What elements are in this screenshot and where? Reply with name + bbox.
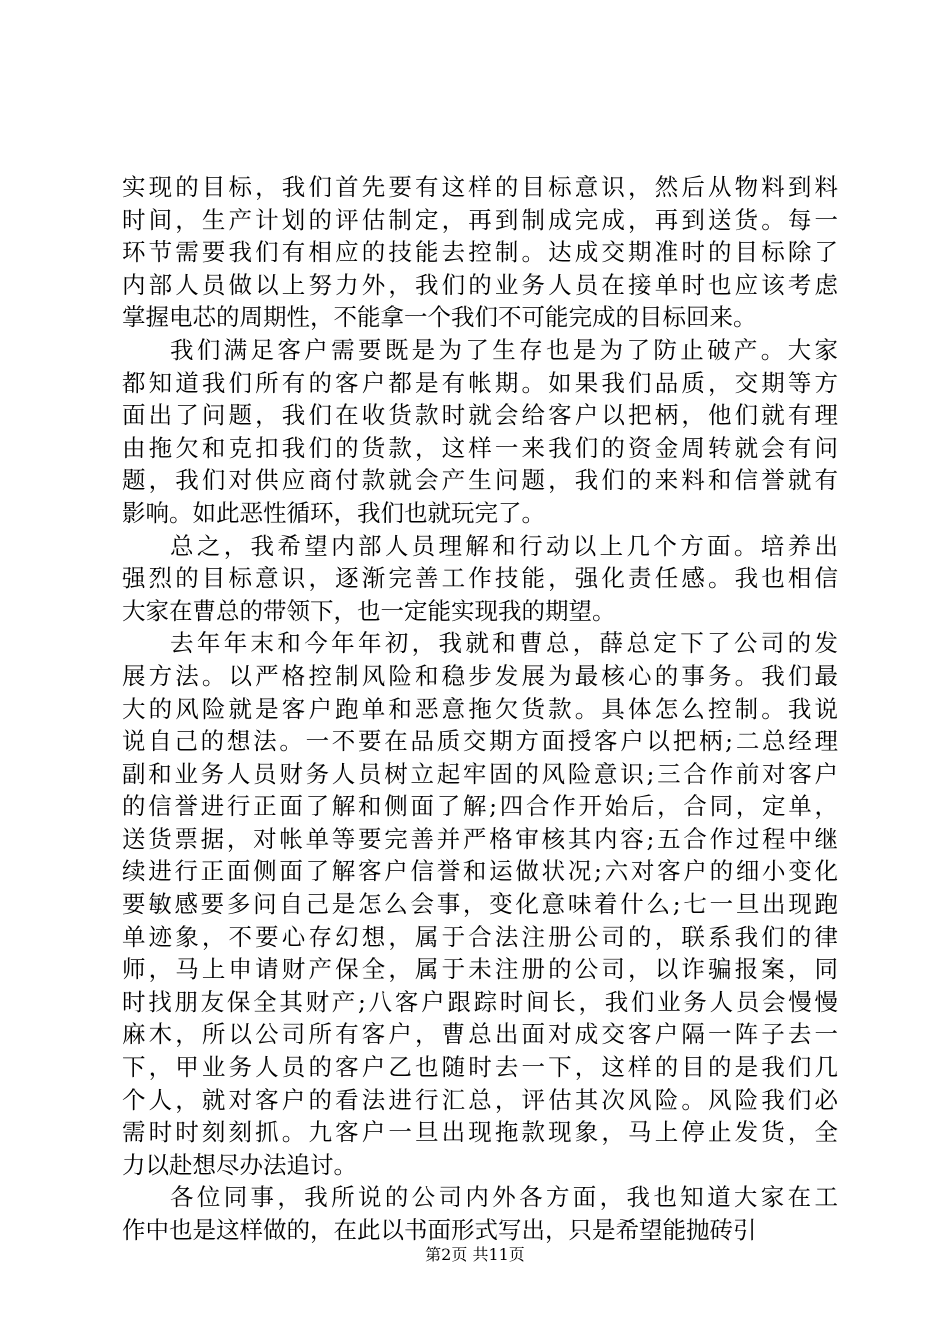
paragraph — [122, 1181, 838, 1246]
text-line: 掌握电芯的周期性，不能拿一个我们不可能完成的目标回来。 — [122, 303, 757, 332]
text-line: 麻木，所以公司所有客户，曹总出面对成交客户隔一阵子去一 — [122, 1020, 838, 1049]
text-line: 下，甲业务人员的客户乙也随时去一下，这样的目的是我们几 — [122, 1053, 838, 1082]
text-line: 说自己的想法。一不要在品质交期方面授客户以把柄;二总经理 — [122, 727, 838, 756]
text-line: 送货票据，对帐单等要完善并严格审核其内容;五合作过程中继 — [122, 824, 838, 853]
paragraph — [122, 334, 838, 530]
text-line: 强烈的目标意识，逐渐完善工作技能，强化责任感。我也相信 — [122, 564, 838, 593]
text-line: 内部人员做以上努力外，我们的业务人员在接单时也应该考虑 — [122, 270, 838, 299]
text-line: 环节需要我们有相应的技能去控制。达成交期准时的目标除了 — [122, 238, 838, 267]
text-line: 都知道我们所有的客户都是有帐期。如果我们品质，交期等方 — [122, 368, 838, 397]
text-line: 单迹象，不要心存幻想，属于合法注册公司的，联系我们的律 — [122, 922, 838, 951]
text-line: 大的风险就是客户跑单和恶意拖欠货款。具体怎么控制。我说 — [122, 694, 838, 723]
page-footer — [0, 1245, 950, 1265]
paragraph — [122, 627, 838, 1181]
text-line: 师，马上申请财产保全，属于未注册的公司，以诈骗报案，同 — [122, 955, 838, 984]
text-line: 题，我们对供应商付款就会产生问题，我们的来料和信誉就有 — [122, 466, 838, 495]
text-line: 展方法。以严格控制风险和稳步发展为最核心的事务。我们最 — [122, 661, 838, 690]
text-line: 力以赴想尽办法追讨。 — [122, 1150, 357, 1179]
paragraph — [122, 530, 838, 628]
text-line: 时间，生产计划的评估制定，再到制成完成，再到送货。每一 — [122, 205, 838, 234]
text-line: 由拖欠和克扣我们的货款，这样一来我们的资金周转就会有问 — [122, 433, 838, 462]
text-line: 总之，我希望内部人员理解和行动以上几个方面。培养出 — [170, 531, 838, 560]
text-line: 去年年末和今年年初，我就和曹总，薛总定下了公司的发 — [170, 629, 838, 658]
text-line: 续进行正面侧面了解客户信誉和运做状况;六对客户的细小变化 — [122, 857, 838, 886]
text-line: 各位同事，我所说的公司内外各方面，我也知道大家在工 — [170, 1183, 838, 1212]
document-body — [122, 171, 838, 1247]
text-line: 的信誉进行正面了解和侧面了解;四合作开始后，合同，定单， — [122, 792, 838, 821]
text-line: 实现的目标，我们首先要有这样的目标意识，然后从物料到料 — [122, 173, 838, 201]
text-line: 个人，就对客户的看法进行汇总，评估其次风险。风险我们必 — [122, 1085, 838, 1114]
page-number-label: 第2页 共11页 — [425, 1245, 525, 1264]
text-line: 面出了问题，我们在收货款时就会给客户以把柄，他们就有理 — [122, 401, 838, 430]
text-line: 大家在曹总的带领下，也一定能实现我的期望。 — [122, 596, 616, 625]
text-line: 影响。如此恶性循环，我们也就玩完了。 — [122, 498, 545, 527]
text-line: 我们满足客户需要既是为了生存也是为了防止破产。大家 — [170, 335, 838, 364]
text-line: 时找朋友保全其财产;八客户跟踪时间长，我们业务人员会慢慢 — [122, 987, 838, 1016]
paragraph — [122, 171, 838, 334]
text-line: 副和业务人员财务人员树立起牢固的风险意识;三合作前对客户 — [122, 759, 838, 788]
text-line: 需时时刻刻抓。九客户一旦出现拖款现象，马上停止发货，全 — [122, 1118, 838, 1147]
text-line: 要敏感要多问自己是怎么会事，变化意味着什么;七一旦出现跑 — [122, 890, 838, 919]
text-line: 作中也是这样做的，在此以书面形式写出，只是希望能抛砖引 — [122, 1216, 757, 1244]
